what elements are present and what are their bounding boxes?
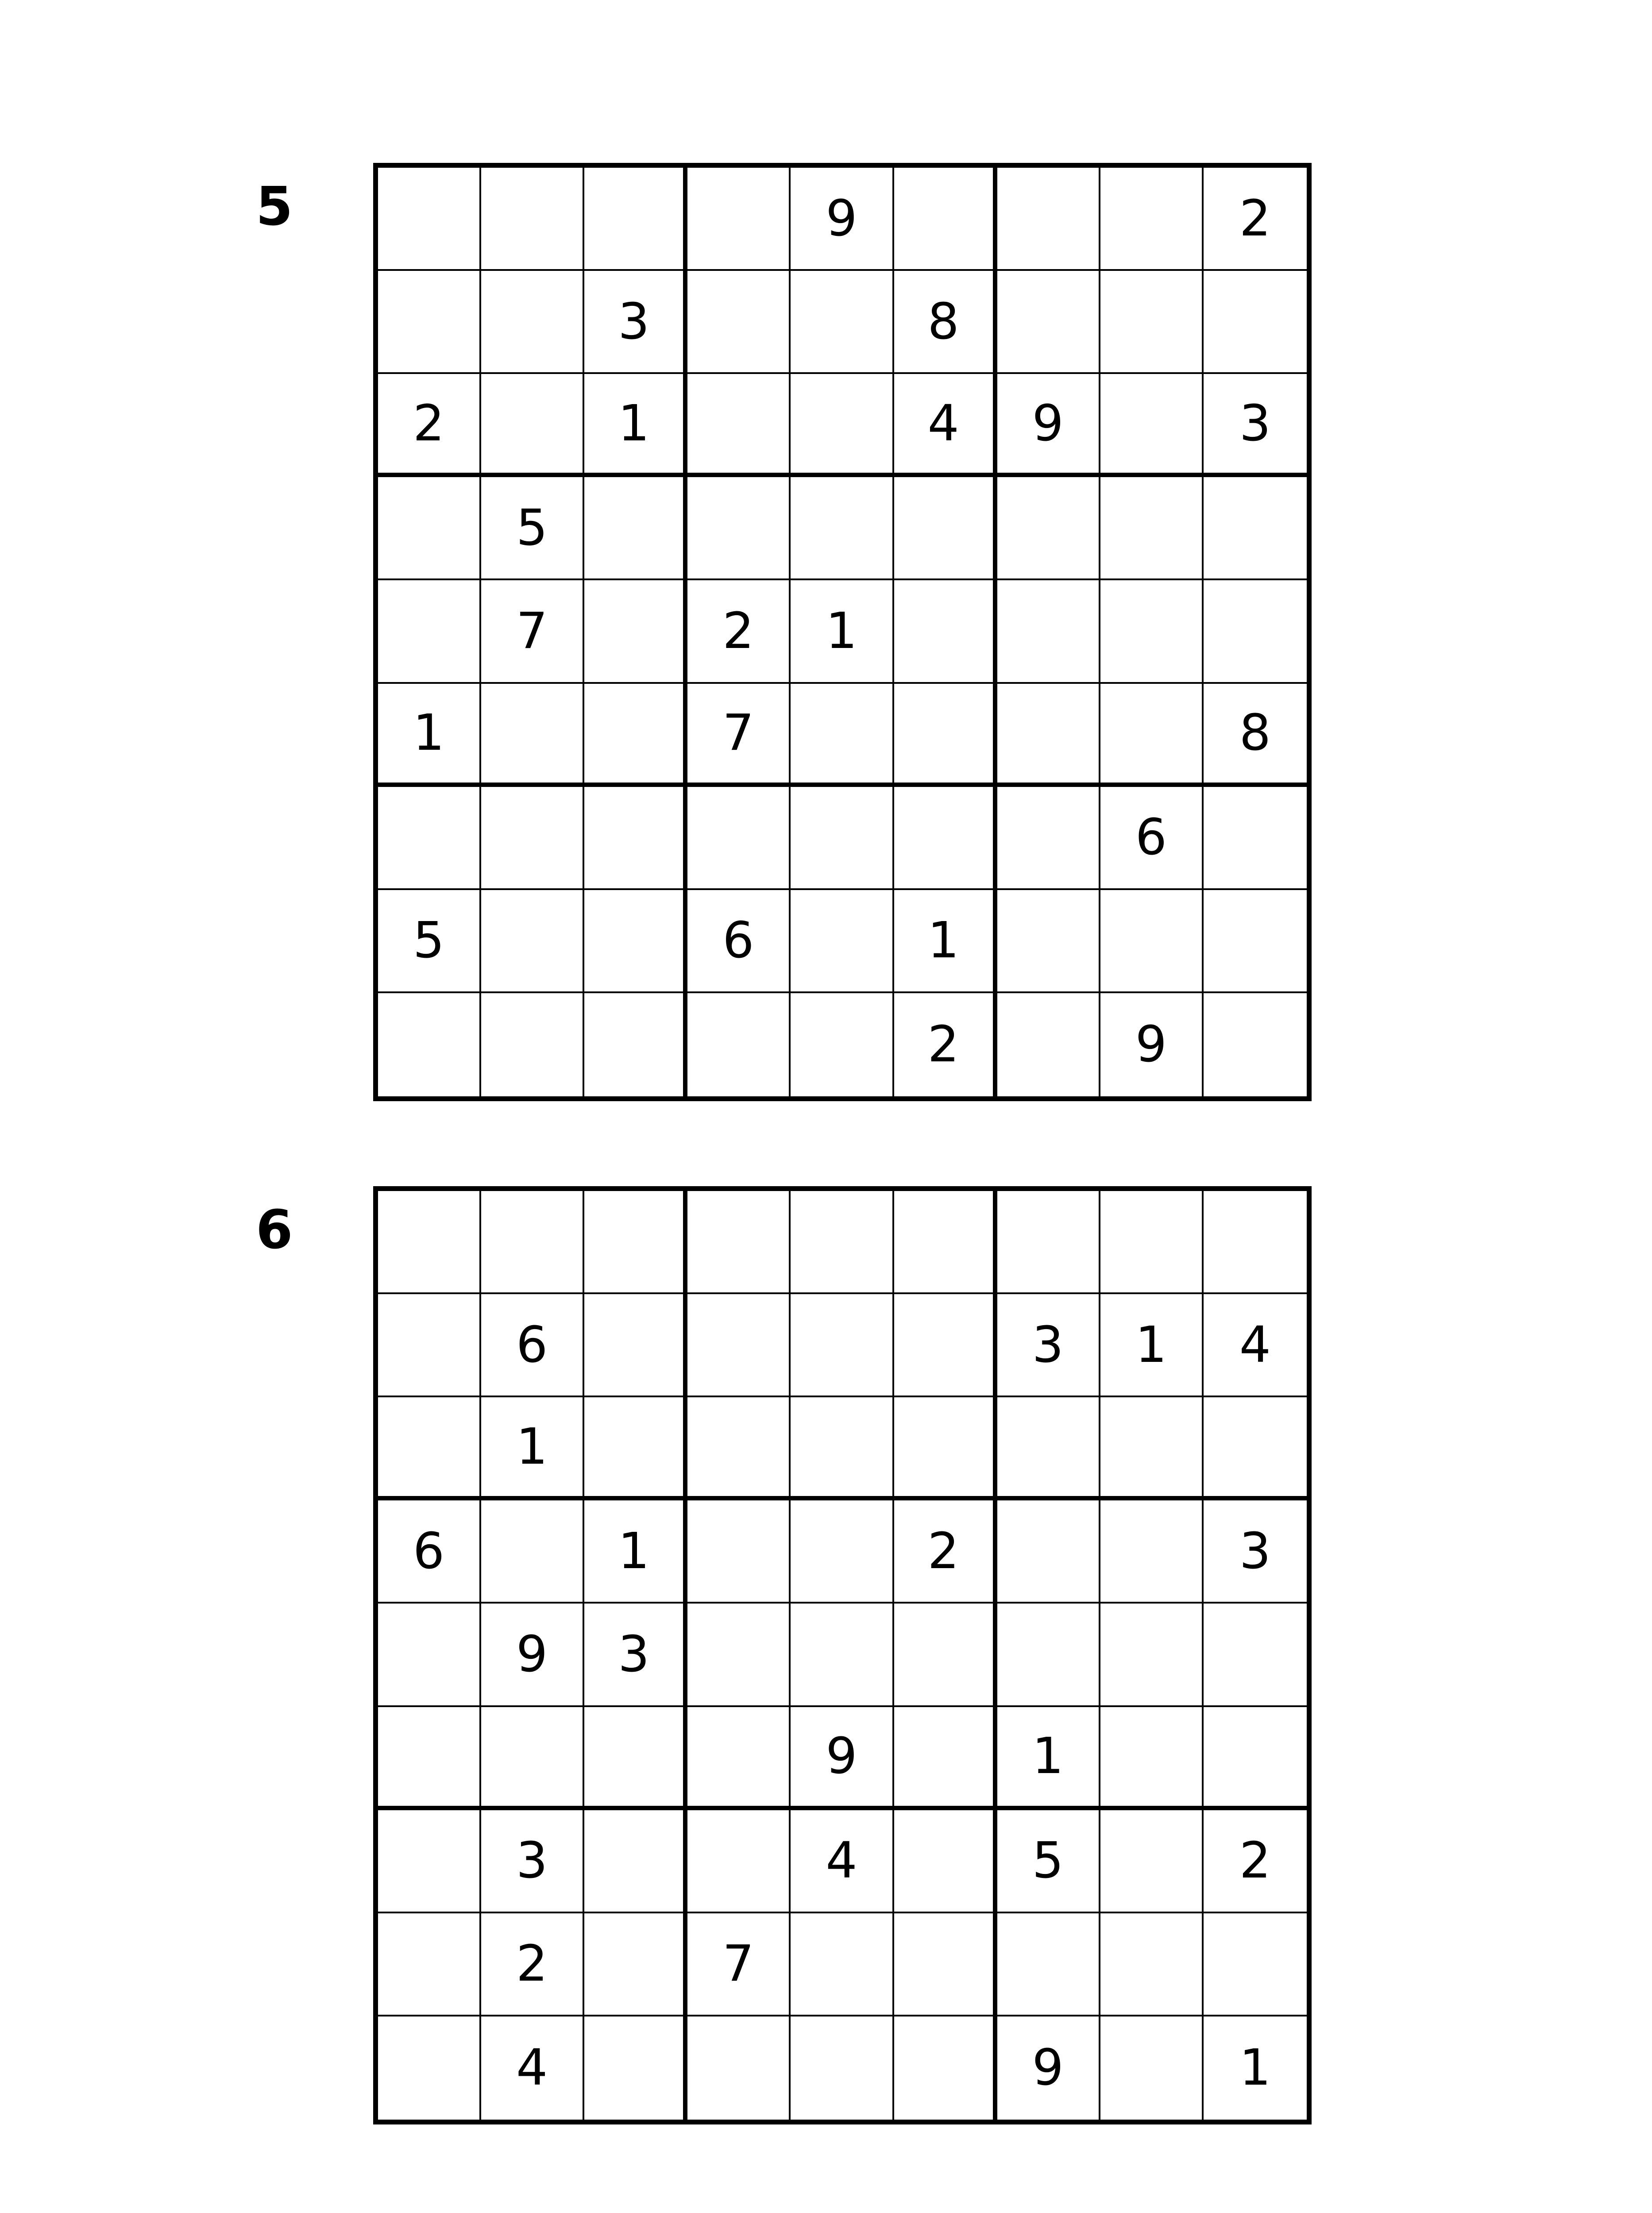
sudoku-cell-r3-c1[interactable]: 2	[378, 374, 481, 477]
sudoku-cell-r2-c2[interactable]	[481, 271, 584, 374]
sudoku-cell-r3-c8[interactable]	[1100, 1397, 1204, 1500]
sudoku-cell-r7-c7[interactable]	[997, 787, 1100, 890]
sudoku-cell-r6-c6[interactable]	[894, 684, 997, 787]
sudoku-cell-r3-c2[interactable]: 1	[481, 1397, 584, 1500]
sudoku-cell-r8-c2[interactable]	[481, 890, 584, 993]
sudoku-cell-r1-c1[interactable]	[378, 1191, 481, 1294]
sudoku-cell-r4-c1[interactable]	[378, 477, 481, 580]
sudoku-cell-r7-c3[interactable]	[584, 787, 687, 890]
sudoku-cell-r1-c8[interactable]	[1100, 1191, 1204, 1294]
sudoku-cell-r7-c2[interactable]	[481, 787, 584, 890]
sudoku-cell-r3-c4[interactable]	[687, 374, 791, 477]
sudoku-cell-r8-c8[interactable]	[1100, 890, 1204, 993]
sudoku-cell-r7-c5[interactable]: 4	[791, 1810, 894, 1913]
sudoku-cell-r3-c9[interactable]: 3	[1204, 374, 1307, 477]
sudoku-cell-r1-c9[interactable]	[1204, 1191, 1307, 1294]
sudoku-cell-r2-c3[interactable]: 3	[584, 271, 687, 374]
sudoku-cell-r4-c8[interactable]	[1100, 477, 1204, 580]
sudoku-cell-r7-c9[interactable]: 2	[1204, 1810, 1307, 1913]
sudoku-cell-r5-c1[interactable]	[378, 1604, 481, 1707]
sudoku-cell-r9-c2[interactable]	[481, 993, 584, 1096]
sudoku-cell-r5-c2[interactable]: 7	[481, 580, 584, 683]
sudoku-cell-r6-c3[interactable]	[584, 1707, 687, 1810]
sudoku-cell-r6-c7[interactable]: 1	[997, 1707, 1100, 1810]
sudoku-cell-r4-c3[interactable]	[584, 477, 687, 580]
sudoku-cell-r1-c8[interactable]	[1100, 168, 1204, 271]
sudoku-cell-r8-c4[interactable]: 6	[687, 890, 791, 993]
sudoku-cell-r4-c6[interactable]: 2	[894, 1500, 997, 1604]
sudoku-cell-r8-c6[interactable]	[894, 1913, 997, 2016]
sudoku-cell-r2-c3[interactable]	[584, 1294, 687, 1397]
sudoku-cell-r7-c8[interactable]	[1100, 1810, 1204, 1913]
sudoku-cell-r5-c7[interactable]	[997, 580, 1100, 683]
sudoku-cell-r3-c9[interactable]	[1204, 1397, 1307, 1500]
sudoku-cell-r2-c5[interactable]	[791, 271, 894, 374]
sudoku-cell-r3-c4[interactable]	[687, 1397, 791, 1500]
sudoku-cell-r2-c9[interactable]	[1204, 271, 1307, 374]
sudoku-cell-r6-c6[interactable]	[894, 1707, 997, 1810]
sudoku-cell-r7-c3[interactable]	[584, 1810, 687, 1913]
sudoku-cell-r3-c8[interactable]	[1100, 374, 1204, 477]
sudoku-cell-r8-c7[interactable]	[997, 1913, 1100, 2016]
sudoku-cell-r9-c5[interactable]	[791, 2016, 894, 2120]
puzzle-number-5: 5	[256, 176, 293, 238]
sudoku-cell-r7-c4[interactable]	[687, 787, 791, 890]
sudoku-cell-r4-c4[interactable]	[687, 1500, 791, 1604]
sudoku-cell-r5-c8[interactable]	[1100, 1604, 1204, 1707]
sudoku-cell-r7-c8[interactable]: 6	[1100, 787, 1204, 890]
sudoku-cell-r3-c6[interactable]	[894, 1397, 997, 1500]
sudoku-cell-r7-c9[interactable]	[1204, 787, 1307, 890]
sudoku-cell-r9-c4[interactable]	[687, 2016, 791, 2120]
sudoku-cell-r3-c7[interactable]	[997, 1397, 1100, 1500]
sudoku-cell-r4-c5[interactable]	[791, 1500, 894, 1604]
sudoku-cell-r5-c7[interactable]	[997, 1604, 1100, 1707]
sudoku-cell-r3-c7[interactable]: 9	[997, 374, 1100, 477]
sudoku-cell-r3-c1[interactable]	[378, 1397, 481, 1500]
sudoku-cell-r8-c1[interactable]	[378, 1913, 481, 2016]
sudoku-cell-r5-c3[interactable]	[584, 580, 687, 683]
sudoku-cell-r3-c5[interactable]	[791, 1397, 894, 1500]
sudoku-cell-r4-c2[interactable]: 5	[481, 477, 584, 580]
sudoku-cell-r1-c7[interactable]	[997, 1191, 1100, 1294]
sudoku-cell-r4-c5[interactable]	[791, 477, 894, 580]
sudoku-cell-r9-c6[interactable]: 2	[894, 993, 997, 1096]
sudoku-cell-r6-c4[interactable]	[687, 1707, 791, 1810]
sudoku-cell-r6-c9[interactable]	[1204, 1707, 1307, 1810]
sudoku-cell-r5-c6[interactable]	[894, 580, 997, 683]
sudoku-cell-r7-c2[interactable]: 3	[481, 1810, 584, 1913]
sudoku-cell-r9-c9[interactable]	[1204, 993, 1307, 1096]
sudoku-cell-r2-c2[interactable]: 6	[481, 1294, 584, 1397]
sudoku-cell-r3-c2[interactable]	[481, 374, 584, 477]
sudoku-cell-r6-c8[interactable]	[1100, 684, 1204, 787]
sudoku-cell-r8-c6[interactable]: 1	[894, 890, 997, 993]
sudoku-cell-r8-c2[interactable]: 2	[481, 1913, 584, 2016]
sudoku-cell-r5-c3[interactable]: 3	[584, 1604, 687, 1707]
sudoku-cell-r3-c3[interactable]: 1	[584, 374, 687, 477]
sudoku-cell-r5-c9[interactable]	[1204, 1604, 1307, 1707]
sudoku-cell-r1-c2[interactable]	[481, 168, 584, 271]
sudoku-cell-r8-c3[interactable]	[584, 1913, 687, 2016]
sudoku-cell-r2-c7[interactable]	[997, 271, 1100, 374]
sudoku-cell-r4-c8[interactable]	[1100, 1500, 1204, 1604]
sudoku-cell-r5-c6[interactable]	[894, 1604, 997, 1707]
sudoku-cell-r8-c4[interactable]: 7	[687, 1913, 791, 2016]
sudoku-cell-r9-c8[interactable]: 9	[1100, 993, 1204, 1096]
sudoku-cell-r1-c9[interactable]: 2	[1204, 168, 1307, 271]
sudoku-cell-r9-c4[interactable]	[687, 993, 791, 1096]
sudoku-grid-6	[373, 1186, 1312, 2124]
sudoku-cell-r5-c8[interactable]	[1100, 580, 1204, 683]
sudoku-cell-r8-c3[interactable]	[584, 890, 687, 993]
sudoku-cell-r9-c6[interactable]	[894, 2016, 997, 2120]
sudoku-cell-r2-c6[interactable]	[894, 1294, 997, 1397]
sudoku-cell-r9-c1[interactable]	[378, 2016, 481, 2120]
sudoku-cell-r5-c1[interactable]	[378, 580, 481, 683]
sudoku-cell-r2-c7[interactable]: 3	[997, 1294, 1100, 1397]
sudoku-cell-r8-c5[interactable]	[791, 1913, 894, 2016]
sudoku-cell-r4-c7[interactable]	[997, 477, 1100, 580]
sudoku-grid-5	[373, 163, 1312, 1101]
sudoku-cell-r9-c1[interactable]	[378, 993, 481, 1096]
sudoku-cell-r8-c9[interactable]	[1204, 1913, 1307, 2016]
sudoku-cell-r6-c5[interactable]: 9	[791, 1707, 894, 1810]
sudoku-cell-r1-c5[interactable]: 9	[791, 168, 894, 271]
sudoku-cell-r6-c1[interactable]	[378, 1707, 481, 1810]
sudoku-cell-r5-c4[interactable]: 2	[687, 580, 791, 683]
sudoku-cell-r4-c4[interactable]	[687, 477, 791, 580]
sudoku-cell-r1-c2[interactable]	[481, 1191, 584, 1294]
sudoku-cell-r7-c6[interactable]	[894, 1810, 997, 1913]
sudoku-cell-r5-c2[interactable]: 9	[481, 1604, 584, 1707]
sudoku-cell-r9-c7[interactable]	[997, 993, 1100, 1096]
sudoku-cell-r6-c5[interactable]	[791, 684, 894, 787]
sudoku-cell-r7-c7[interactable]: 5	[997, 1810, 1100, 1913]
sudoku-cell-r6-c7[interactable]	[997, 684, 1100, 787]
sudoku-cell-r2-c1[interactable]	[378, 271, 481, 374]
sudoku-cell-r9-c3[interactable]	[584, 993, 687, 1096]
sudoku-cell-r9-c2[interactable]: 4	[481, 2016, 584, 2120]
sudoku-cell-r2-c5[interactable]	[791, 1294, 894, 1397]
sudoku-cell-r4-c6[interactable]	[894, 477, 997, 580]
sudoku-cell-r8-c5[interactable]	[791, 890, 894, 993]
sudoku-cell-r9-c3[interactable]	[584, 2016, 687, 2120]
sudoku-cell-r1-c4[interactable]	[687, 1191, 791, 1294]
sudoku-cell-r8-c9[interactable]	[1204, 890, 1307, 993]
sudoku-cell-r2-c4[interactable]	[687, 271, 791, 374]
sudoku-cell-r9-c7[interactable]: 9	[997, 2016, 1100, 2120]
sudoku-cell-r1-c3[interactable]	[584, 168, 687, 271]
sudoku-cell-r8-c8[interactable]	[1100, 1913, 1204, 2016]
puzzle-number-6: 6	[256, 1199, 293, 1261]
sudoku-cell-r6-c2[interactable]	[481, 1707, 584, 1810]
sudoku-cell-r1-c5[interactable]	[791, 1191, 894, 1294]
sudoku-cell-r4-c7[interactable]	[997, 1500, 1100, 1604]
sudoku-cell-r6-c4[interactable]: 7	[687, 684, 791, 787]
sudoku-cell-r1-c7[interactable]	[997, 168, 1100, 271]
sudoku-cell-r2-c9[interactable]: 4	[1204, 1294, 1307, 1397]
sudoku-cell-r6-c3[interactable]	[584, 684, 687, 787]
sudoku-cell-r7-c6[interactable]	[894, 787, 997, 890]
sudoku-cell-r7-c1[interactable]	[378, 1810, 481, 1913]
sudoku-cell-r8-c1[interactable]: 5	[378, 890, 481, 993]
sudoku-cell-r1-c1[interactable]	[378, 168, 481, 271]
sudoku-cell-r6-c2[interactable]	[481, 684, 584, 787]
sudoku-cell-r3-c3[interactable]	[584, 1397, 687, 1500]
sudoku-cell-r2-c8[interactable]	[1100, 271, 1204, 374]
sudoku-cell-r1-c6[interactable]	[894, 168, 997, 271]
sudoku-cell-r3-c6[interactable]: 4	[894, 374, 997, 477]
sudoku-cell-r2-c1[interactable]	[378, 1294, 481, 1397]
sudoku-cell-r7-c5[interactable]	[791, 787, 894, 890]
sudoku-cell-r9-c8[interactable]	[1100, 2016, 1204, 2120]
sudoku-cell-r3-c5[interactable]	[791, 374, 894, 477]
sudoku-cell-r7-c4[interactable]	[687, 1810, 791, 1913]
sudoku-cell-r6-c9[interactable]: 8	[1204, 684, 1307, 787]
sudoku-cell-r5-c4[interactable]	[687, 1604, 791, 1707]
sudoku-cell-r9-c9[interactable]: 1	[1239, 2039, 1271, 2097]
sudoku-cell-r2-c6[interactable]: 8	[894, 271, 997, 374]
sudoku-cell-r5-c9[interactable]	[1204, 580, 1307, 683]
sudoku-cell-r6-c1[interactable]: 1	[378, 684, 481, 787]
sudoku-cell-r4-c2[interactable]	[481, 1500, 584, 1604]
sudoku-cell-r2-c4[interactable]	[687, 1294, 791, 1397]
sudoku-cell-r4-c1[interactable]: 6	[378, 1500, 481, 1604]
sudoku-cell-r5-c5[interactable]	[791, 1604, 894, 1707]
sudoku-cell-r4-c9[interactable]: 3	[1204, 1500, 1307, 1604]
sudoku-cell-r4-c9[interactable]	[1204, 477, 1307, 580]
sudoku-cell-r9-c5[interactable]	[791, 993, 894, 1096]
sudoku-cell-r6-c8[interactable]	[1100, 1707, 1204, 1810]
sudoku-cell-r1-c6[interactable]	[894, 1191, 997, 1294]
sudoku-cell-r1-c4[interactable]	[687, 168, 791, 271]
sudoku-cell-r1-c3[interactable]	[584, 1191, 687, 1294]
sudoku-cell-r7-c1[interactable]	[378, 787, 481, 890]
sudoku-cell-r5-c5[interactable]: 1	[791, 580, 894, 683]
sudoku-cell-r8-c7[interactable]	[997, 890, 1100, 993]
sudoku-cell-r4-c3[interactable]: 1	[584, 1500, 687, 1604]
sudoku-cell-r2-c8[interactable]: 1	[1100, 1294, 1204, 1397]
